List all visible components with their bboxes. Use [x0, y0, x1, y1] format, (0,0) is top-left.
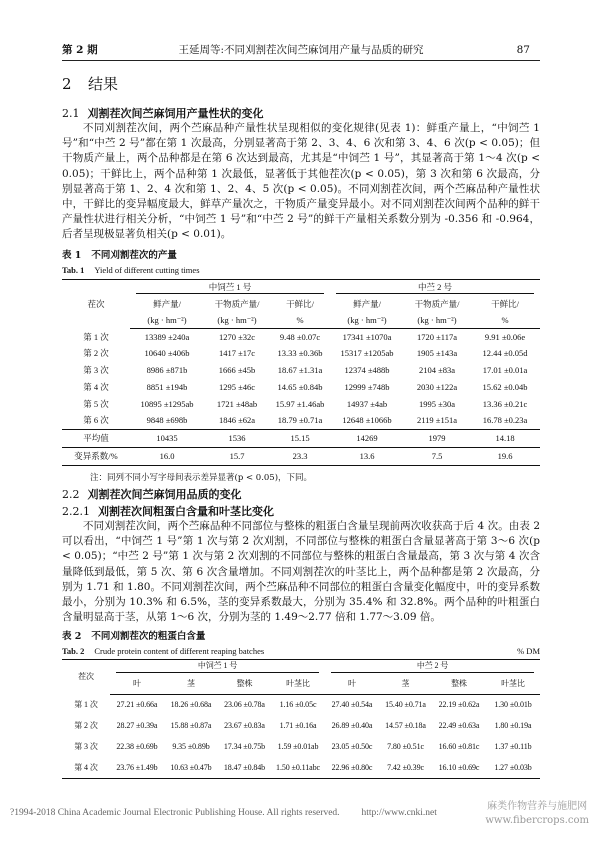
yield-table-summary-row-label: 变异系数/%	[62, 447, 130, 465]
crude-protein-table-cell: 7.80 ±0.51c	[387, 742, 424, 751]
body-paragraph: 不同刈割茬次间，两个苎麻品种产量性状呈现相似的变化规律(见表 1)：鲜重产量上，“中饲苎 1 号”和“中苎 2 号”都在第 1 次最高，分别显著高于第 2、3、4、6 次和第 3、4、6 次(p < 0.05)；但干物质产量上，两个品种都是在第 6 次达到最高，尤其是“中饲苎 1 号”，其显著高于第 1～4 次(p < 0.05)；干鲜比上，两个品种第 1 次最低，显著低于其他茬次(p < 0.05)，第 3 次和第 6 次最高，分别显著高于第 1、2、4 次和第 1、2、4、5 次(p < 0.05)。不同刈割茬次间，两个苎麻品种产量性状中，干鲜比的变异幅度最大，鲜草产量次之，干物质产量变异最小。对不同刈割茬次间两个品种的鲜干产量性状进行相关分析，“中饲苎 1 号”和“中苎 2 号”的鲜干产量相关系数分别为 -0.356 和 -0.964，后者呈现极显著负相关(p < 0.01)。	[62, 122, 540, 241]
page-number: 87	[516, 44, 530, 56]
yield-table-cell: 14.65 ±0.84b	[277, 382, 323, 393]
yield-table-cell: 16.78 ±0.23a	[482, 415, 528, 426]
yield-table-summary-cell: 10435	[130, 429, 204, 447]
crude-protein-table-cell: 27.40 ±0.54a	[331, 700, 373, 710]
yield-table-summary-cell: 1979	[404, 429, 470, 447]
subsection-number: 2.2	[62, 488, 80, 501]
yield-table-cell: 17.01 ±0.01a	[482, 365, 528, 376]
column-header: 干鲜比/	[286, 299, 314, 310]
crude-protein-table-row-label: 第 4 次	[74, 762, 98, 772]
section-number: 2	[62, 75, 72, 93]
yield-table-summary-row	[62, 429, 540, 447]
yield-table-summary-cell: 15.7	[204, 447, 270, 465]
column-unit: %	[470, 313, 540, 329]
yield-table-cell: 8851 ±194b	[146, 382, 188, 393]
crude-protein-table-cell: 1.27 ±0.03b	[494, 762, 532, 772]
yield-table-cell: 12374 ±488b	[344, 365, 390, 376]
yield-table-cell: 8986 ±871b	[146, 365, 188, 376]
yield-table-cell: 12648 ±1066b	[342, 415, 392, 426]
column-header: 鲜产量/	[353, 299, 381, 310]
running-header	[62, 42, 540, 61]
table-caption-en	[62, 645, 540, 657]
row-header-label: 茬次	[78, 672, 94, 682]
yield-table-cell: 1846 ±62a	[218, 415, 256, 426]
yield-table-summary-row	[62, 447, 540, 465]
table-caption-zh	[62, 630, 205, 643]
crude-protein-table-row-label: 第 1 次	[74, 700, 98, 709]
column-header: 茎	[164, 675, 218, 695]
table-label-en: Tab. 1	[62, 265, 85, 275]
site-watermark	[485, 800, 589, 828]
crude-protein-table-cell: 22.19 ±0.62a	[438, 700, 480, 710]
crude-protein-table-cell: 17.34 ±0.75b	[223, 742, 266, 751]
yield-table-cell: 1995 ±30a	[418, 398, 456, 409]
yield-table-row	[62, 362, 540, 379]
yield-table-cell: 2030 ±122a	[416, 382, 458, 393]
crude-protein-table-row	[62, 737, 540, 758]
crude-protein-table-cell: 7.42 ±0.39c	[387, 762, 424, 772]
table-note: 注：同列不同小写字母间表示差异显著(p < 0.05)，下同。	[90, 473, 313, 483]
column-unit: (kg · hm⁻²)	[404, 313, 470, 329]
yield-table-summary-cell: 14.18	[470, 429, 540, 447]
group-header: 中饲苎 1 号	[136, 283, 324, 295]
table-unit-note: % DM	[517, 646, 540, 656]
yield-table-cell: 2119 ±151a	[417, 415, 457, 426]
yield-table-cell: 9848 ±698b	[146, 415, 188, 426]
section-heading	[62, 74, 118, 94]
yield-table-summary-cell: 23.3	[270, 447, 330, 465]
yield-table-cell: 1666 ±45b	[218, 365, 256, 376]
yield-table-cell: 1721 ±48ab	[216, 398, 258, 409]
yield-table-cell: 15.97 ±1.46ab	[275, 398, 325, 409]
yield-table-row	[62, 396, 540, 413]
yield-table-summary-cell: 7.5	[404, 447, 470, 465]
yield-table-cell: 13389 ±240a	[144, 331, 190, 342]
crude-protein-table-cell: 15.88 ±0.87a	[170, 721, 212, 730]
yield-table-row-label: 第 3 次	[83, 365, 109, 376]
yield-table-row	[62, 379, 540, 396]
row-header-label: 茬次	[87, 299, 105, 309]
yield-table-cell: 13.33 ±0.36b	[277, 348, 323, 359]
yield-table	[62, 279, 540, 466]
yield-table-cell: 13.36 ±0.21c	[482, 398, 528, 409]
yield-table-cell: 15317 ±1205ab	[340, 348, 394, 359]
crude-protein-table-cell: 18.26 ±0.68a	[170, 700, 212, 710]
yield-table-cell: 18.79 ±0.71a	[277, 415, 323, 426]
crude-protein-table-cell: 15.40 ±0.71a	[385, 700, 426, 710]
crude-protein-table-cell: 26.89 ±0.40a	[331, 721, 373, 730]
column-header: 整株	[218, 675, 271, 695]
copyright-notice: ?1994-2018 China Academic Journal Electronic Publishing House. All rights reserved.	[10, 808, 340, 818]
column-unit: (kg · hm⁻²)	[130, 313, 204, 329]
yield-table-summary-cell: 1536	[204, 429, 270, 447]
yield-table-cell: 14937 ±4ab	[346, 398, 388, 409]
yield-table-cell: 1417 ±17c	[218, 348, 256, 359]
page-footer	[10, 808, 437, 818]
yield-table-cell: 12999 ±748b	[344, 382, 390, 393]
yield-table-cell: 15.62 ±0.04b	[482, 382, 528, 393]
yield-table-summary-cell: 19.6	[470, 447, 540, 465]
table-title-en: Crude protein content of different reaping batches	[94, 646, 265, 656]
crude-protein-table-cell: 22.96 ±0.80c	[331, 762, 373, 772]
crude-protein-table-cell: 1.80 ±0.19a	[494, 721, 532, 730]
table-label: 表 1	[62, 250, 82, 261]
table-caption-zh	[62, 249, 177, 262]
crude-protein-table-cell: 22.38 ±0.69b	[116, 742, 158, 751]
crude-protein-table-cell: 23.67 ±0.83a	[224, 721, 265, 730]
yield-table-row	[62, 345, 540, 362]
yield-table-cell: 1720 ±117a	[417, 331, 457, 342]
yield-table-cell: 17341 ±1070a	[342, 331, 392, 342]
yield-table-cell: 12.44 ±0.05d	[482, 348, 528, 359]
column-header: 干鲜比/	[491, 299, 519, 310]
yield-table-summary-cell: 13.6	[330, 447, 404, 465]
crude-protein-table-cell: 23.05 ±0.50c	[331, 742, 373, 751]
crude-protein-table-cell: 27.21 ±0.66a	[116, 700, 158, 710]
crude-protein-table-cell: 1.59 ±0.01ab	[277, 742, 319, 751]
column-header: 干物质产量/	[414, 299, 460, 310]
crude-protein-table-cell: 22.49 ±0.63a	[438, 721, 480, 730]
crude-protein-table-cell: 16.10 ±0.69c	[438, 762, 480, 772]
running-title: 王延周等:不同刈割茬次间苎麻饲用产量与品质的研究	[178, 44, 424, 56]
column-unit: (kg · hm⁻²)	[330, 313, 404, 329]
subsection-title: 刈割茬次间苎麻饲用品质的变化	[87, 488, 242, 501]
column-unit: %	[270, 313, 330, 329]
crude-protein-table-row	[62, 758, 540, 779]
yield-table-row	[62, 329, 540, 346]
yield-table-summary-cell: 15.15	[270, 429, 330, 447]
yield-table-cell: 1905 ±143a	[416, 348, 458, 359]
yield-table-cell: 1295 ±46c	[218, 382, 256, 393]
crude-protein-table-cell: 28.27 ±0.39a	[116, 721, 158, 730]
column-header: 茎	[379, 675, 432, 695]
crude-protein-table-cell: 14.57 ±0.18a	[385, 721, 426, 730]
group-header: 中苎 2 号	[336, 283, 534, 295]
crude-protein-table-cell: 1.50 ±0.11abc	[276, 762, 320, 772]
column-header: 叶	[325, 675, 379, 695]
crude-protein-table-cell: 23.76 ±1.49b	[116, 762, 158, 772]
crude-protein-table-cell: 23.06 ±0.78a	[224, 700, 265, 710]
table-title: 不同刈割茬次的产量	[91, 250, 177, 261]
yield-table-row-label: 第 2 次	[83, 348, 109, 359]
crude-protein-table-row	[62, 716, 540, 737]
yield-table-cell: 10895 ±1295ab	[140, 398, 194, 409]
group-header: 中饲苎 1 号	[116, 662, 319, 673]
yield-table-summary-cell: 14269	[330, 429, 404, 447]
subsection-heading	[62, 487, 242, 502]
yield-table-summary-row-label: 平均值	[62, 429, 130, 447]
yield-table-cell: 9.48 ±0.07c	[279, 331, 321, 342]
table-title-en: Yield of different cutting times	[94, 265, 200, 275]
yield-table-row-label: 第 6 次	[83, 415, 109, 426]
subsection-number: 2.1	[62, 107, 80, 120]
crude-protein-table-cell: 10.63 ±0.47b	[170, 762, 212, 772]
column-header: 整株	[432, 675, 486, 695]
column-header: 叶茎比	[271, 675, 325, 695]
crude-protein-table-cell: 1.37 ±0.11b	[494, 742, 532, 751]
crude-protein-table-cell: 1.30 ±0.01b	[494, 700, 532, 710]
crude-protein-table	[62, 659, 540, 779]
yield-table-cell: 1270 ±32c	[218, 331, 256, 342]
subsection-title: 刈割茬次间苎麻饲用产量性状的变化	[87, 107, 264, 120]
yield-table-cell: 2104 ±83a	[418, 365, 456, 376]
column-header: 鲜产量/	[153, 299, 181, 310]
crude-protein-table-cell: 1.16 ±0.05c	[279, 700, 317, 710]
body-paragraph: 不同刈割茬次间，两个苎麻品种不同部位与整株的粗蛋白含量呈现前两次收获高于后 4 次。由表 2 可以看出，“中饲苎 1 号”第 1 次与第 2 次刈割，不同部位与整株的粗蛋白含量显著高于第 3～6 次(p < 0.05)；“中苎 2 号”第 1 次与第 2 次刈割的不同部位与整株的粗蛋白含量最高，第 3 次与第 4 次含量降低到最低，第 5 次、第 6 次含量增加。不同刈割茬次的叶茎比上，两个品种都是第 2 次最高，分别为 1.71 和 1.80。不同刈割茬次间，两个苎麻品种不同部位的粗蛋白含量变化幅度中，叶的变异系数最小，分别为 10.3% 和 6.5%，茎的变异系数最大，分别为 35.4% 和 32.8%。两个品种的叶粗蛋白含量明显高于茎，从第 1～6 次，分别为茎的 1.49～2.77 倍和 1.77～3.09 倍。	[62, 520, 540, 624]
column-header: 叶茎比	[486, 675, 540, 695]
table-title: 不同刈割茬次的粗蛋白含量	[91, 631, 206, 642]
yield-table-row-label: 第 1 次	[83, 331, 109, 342]
yield-table-row	[62, 412, 540, 429]
yield-table-cell: 18.67 ±1.31a	[277, 365, 323, 376]
yield-table-cell: 10640 ±406b	[144, 348, 190, 359]
table-label: 表 2	[62, 631, 82, 642]
table-caption-en	[62, 264, 540, 276]
crude-protein-table-cell: 18.47 ±0.84b	[223, 762, 266, 772]
issue-number: 第 2 期	[62, 44, 98, 56]
yield-table-row-label: 第 5 次	[83, 398, 109, 409]
subsubsection-heading	[62, 504, 274, 519]
subsubsection-number: 2.2.1	[62, 505, 90, 518]
column-header: 叶	[110, 675, 164, 695]
yield-table-row-label: 第 4 次	[83, 382, 109, 393]
watermark-name: 麻类作物营养与施肥网	[487, 801, 588, 812]
crude-protein-table-row	[62, 695, 540, 716]
subsection-heading	[62, 106, 264, 121]
yield-table-summary-cell: 16.0	[130, 447, 204, 465]
group-header: 中苎 2 号	[331, 662, 534, 673]
yield-table-body	[62, 329, 540, 466]
table-label-en: Tab. 2	[62, 646, 85, 656]
crude-protein-table-cell: 16.60 ±0.81c	[438, 742, 480, 751]
yield-table-cell: 9.91 ±0.06e	[484, 331, 526, 342]
crude-protein-table-body	[62, 695, 540, 779]
watermark-url: www.fibercrops.com	[485, 815, 589, 826]
crude-protein-table-row-label: 第 2 次	[74, 721, 98, 730]
subsubsection-title: 刈割茬次间粗蛋白含量和叶茎比变化	[98, 505, 274, 518]
crude-protein-table-cell: 1.71 ±0.16a	[279, 721, 317, 730]
section-title: 结果	[88, 75, 119, 93]
crude-protein-table-cell: 9.35 ±0.89b	[172, 742, 210, 751]
column-header: 干物质产量/	[214, 299, 260, 310]
footer-link[interactable]: http://www.cnki.net	[361, 808, 437, 818]
column-unit: (kg · hm⁻²)	[204, 313, 270, 329]
crude-protein-table-row-label: 第 3 次	[74, 742, 98, 751]
